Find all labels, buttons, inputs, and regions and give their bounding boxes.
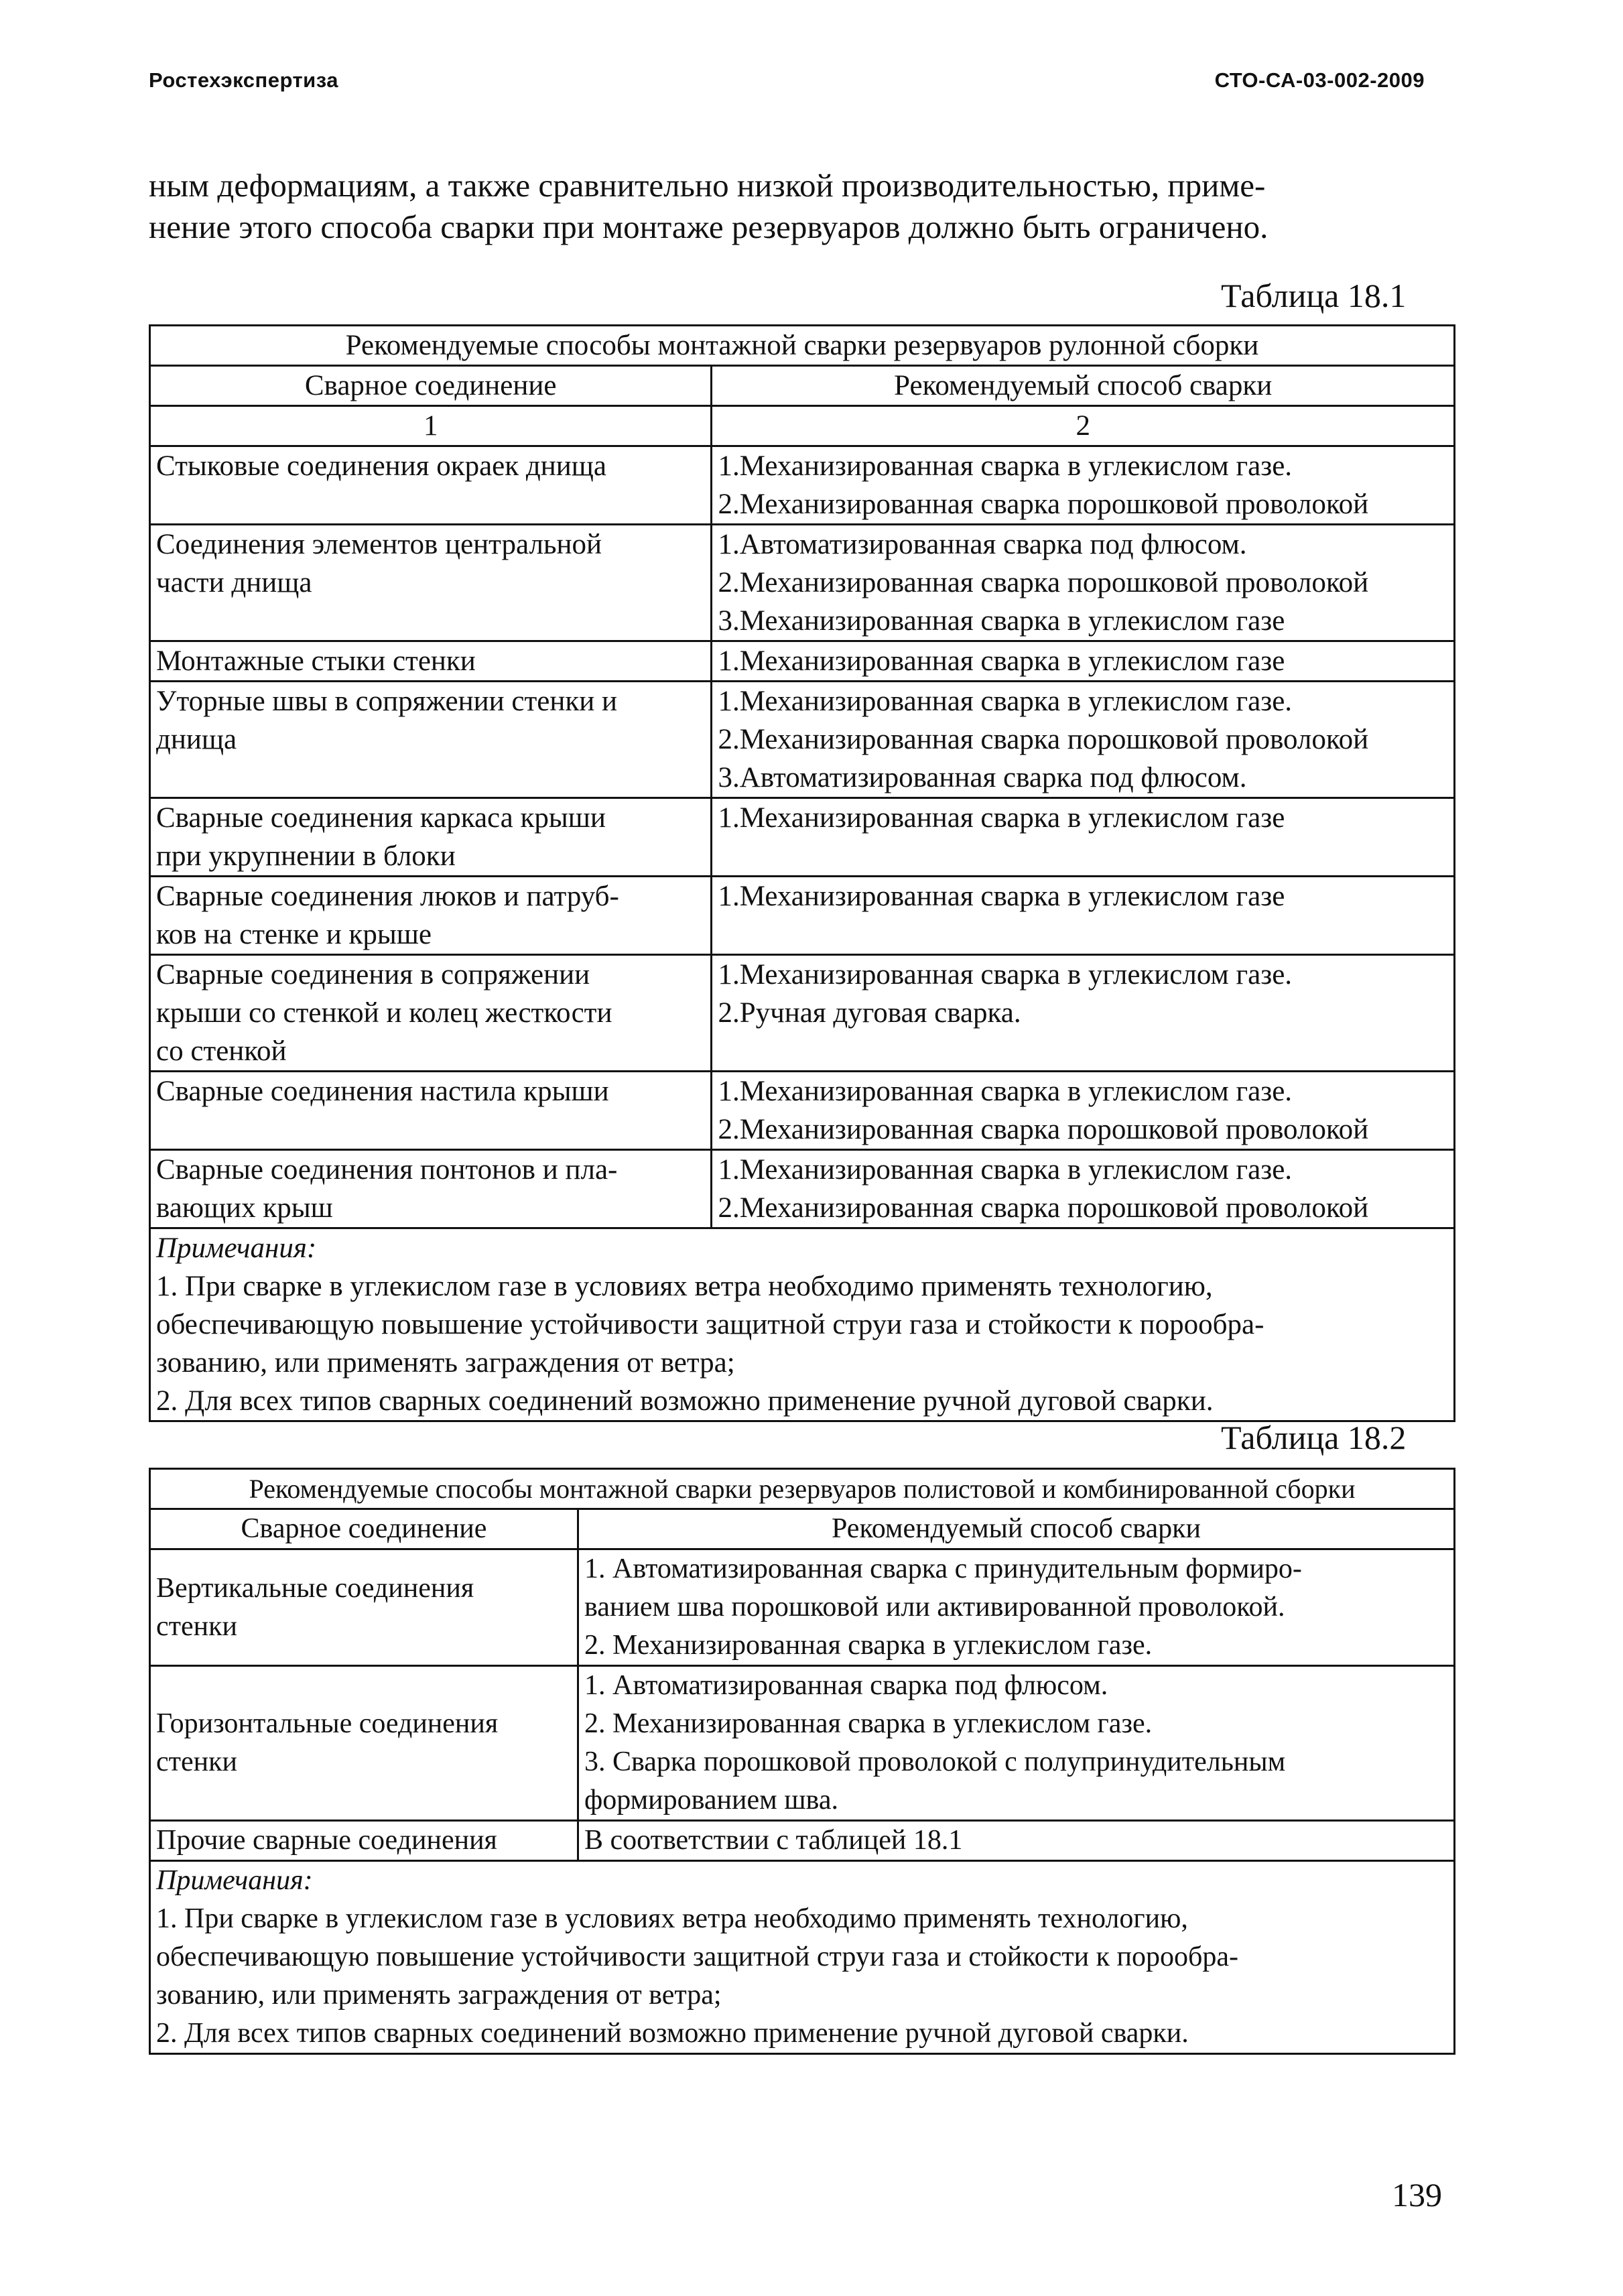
table-header-row — [150, 366, 1455, 406]
table-title: Рекомендуемые способы монтажной сварки резервуаров полистовой и комбинированной сборки — [150, 1469, 1455, 1509]
table-18-2 — [149, 1468, 1455, 2055]
method-cell — [712, 446, 1455, 525]
joint-line: ков на стенке и крыше — [156, 919, 432, 950]
header-code: СТО-СА-03-002-2009 — [1214, 68, 1425, 92]
joint-line: крыши со стенкой и колец жесткости — [156, 997, 612, 1029]
method-cell — [712, 798, 1455, 877]
joint-cell — [150, 798, 712, 877]
table-row — [150, 525, 1455, 641]
method-line: 3.Автоматизированная сварка под флюсом. — [718, 762, 1247, 793]
method-line: 1. Автоматизированная сварка под флюсом. — [584, 1670, 1108, 1701]
table-notes — [150, 1228, 1455, 1421]
method-line: 1.Механизированная сварка в углекислом газе. — [718, 959, 1293, 991]
joint-line: Прочие сварные соединения — [156, 1825, 497, 1856]
joint-line: днища — [156, 724, 237, 755]
method-line: 2.Механизированная сварка порошковой проволокой — [718, 1192, 1369, 1224]
method-cell — [712, 525, 1455, 641]
table-row — [150, 1072, 1455, 1150]
method-line: 3. Сварка порошковой проволокой с полупринудительным — [584, 1746, 1286, 1777]
method-line: 1.Механизированная сварка в углекислом газе — [718, 645, 1285, 677]
note-line: 1. При сварке в углекислом газе в условиях ветра необходимо применять технологию, — [156, 1903, 1188, 1934]
table-row — [150, 798, 1455, 877]
method-line: 1.Механизированная сварка в углекислом газе. — [718, 1076, 1293, 1107]
column-header: Рекомендуемый способ сварки — [578, 1509, 1454, 1549]
joint-cell — [150, 641, 712, 682]
table-body — [150, 446, 1455, 1228]
joint-line: Сварные соединения понтонов и пла- — [156, 1154, 618, 1186]
table-row — [150, 1666, 1455, 1821]
method-line: 2. Механизированная сварка в углекислом газе. — [584, 1708, 1153, 1739]
joint-line: вающих крыш — [156, 1192, 333, 1224]
joint-line: Сварные соединения в сопряжении — [156, 959, 590, 991]
method-cell — [712, 1150, 1455, 1228]
method-cell — [712, 641, 1455, 682]
table-title-row — [150, 326, 1455, 366]
joint-line: Соединения элементов центральной — [156, 529, 602, 560]
method-line: В соответствии с таблицей 18.1 — [584, 1825, 963, 1856]
joint-cell — [150, 1150, 712, 1228]
method-line: 2.Механизированная сварка порошковой проволокой — [718, 1114, 1369, 1145]
joint-cell — [150, 525, 712, 641]
joint-line: Монтажные стыки стенки — [156, 645, 476, 677]
joint-cell — [150, 877, 712, 955]
page-number: 139 — [1392, 2176, 1442, 2214]
method-cell — [712, 1072, 1455, 1150]
note-line: обеспечивающую повышение устойчивости защитной струи газа и стойкости к порообра- — [156, 1309, 1264, 1340]
table-row — [150, 641, 1455, 682]
note-line: зованию, или применять заграждения от ветра; — [156, 1980, 722, 2011]
notes-title: Примечания: — [156, 1865, 313, 1896]
column-header: Рекомендуемый способ сварки — [712, 366, 1455, 406]
joint-line: части днища — [156, 567, 312, 598]
note-line: 1. При сварке в углекислом газе в условиях ветра необходимо применять технологию, — [156, 1271, 1213, 1302]
joint-cell — [150, 1072, 712, 1150]
note-line: обеспечивающую повышение устойчивости защитной струи газа и стойкости к порообра- — [156, 1941, 1238, 1972]
table-notes-row — [150, 1228, 1455, 1421]
method-line: 1.Автоматизированная сварка под флюсом. — [718, 529, 1247, 560]
table-notes — [150, 1861, 1455, 2054]
table-title: Рекомендуемые способы монтажной сварки резервуаров рулонной сборки — [150, 326, 1455, 366]
intro-line: нение этого способа сварки при монтаже резервуаров должно быть ограничено. — [149, 208, 1269, 245]
method-line: 1. Автоматизированная сварка с принудительным формиро- — [584, 1553, 1302, 1584]
joint-cell — [150, 1549, 578, 1666]
method-line: формированием шва. — [584, 1785, 838, 1815]
method-line: 1.Механизированная сварка в углекислом газе — [718, 802, 1285, 834]
table-number-row — [150, 406, 1455, 446]
table-row — [150, 1821, 1455, 1861]
joint-line: со стенкой — [156, 1035, 287, 1067]
table-title-row — [150, 1469, 1455, 1509]
column-header: Сварное соединение — [150, 1509, 578, 1549]
table-row — [150, 682, 1455, 798]
method-line: 1.Механизированная сварка в углекислом газе. — [718, 450, 1293, 482]
table1-caption: Таблица 18.1 — [1221, 277, 1407, 314]
table-18-1 — [149, 324, 1455, 1422]
method-cell — [712, 682, 1455, 798]
column-header: Сварное соединение — [150, 366, 712, 406]
joint-line: стенки — [156, 1746, 237, 1777]
table-row — [150, 1150, 1455, 1228]
joint-line: Стыковые соединения окраек днища — [156, 450, 607, 482]
notes-title: Примечания: — [156, 1232, 317, 1264]
note-line: зованию, или применять заграждения от ветра; — [156, 1347, 735, 1379]
method-line: 2.Ручная дуговая сварка. — [718, 997, 1021, 1029]
table-row — [150, 1549, 1455, 1666]
method-cell — [712, 955, 1455, 1072]
method-line: 2.Механизированная сварка порошковой проволокой — [718, 724, 1369, 755]
joint-cell — [150, 1666, 578, 1821]
method-line: 1.Механизированная сварка в углекислом газе. — [718, 1154, 1293, 1186]
joint-line: Горизонтальные соединения — [156, 1708, 499, 1739]
column-number: 1 — [150, 406, 712, 446]
method-cell — [578, 1666, 1454, 1821]
intro-paragraph — [149, 165, 1442, 248]
joint-cell — [150, 446, 712, 525]
table-row — [150, 955, 1455, 1072]
method-line: 3.Механизированная сварка в углекислом газе — [718, 605, 1285, 637]
method-cell — [712, 877, 1455, 955]
joint-line: Сварные соединения люков и патруб- — [156, 881, 619, 912]
header-org: Ростехэкспертиза — [149, 68, 338, 92]
method-line: 1.Механизированная сварка в углекислом газе. — [718, 686, 1293, 717]
joint-line: Сварные соединения настила крыши — [156, 1076, 609, 1107]
intro-line: ным деформациям, а также сравнительно низкой производительностью, приме- — [149, 167, 1266, 204]
joint-line: Сварные соединения каркаса крыши — [156, 802, 606, 834]
table-header-row — [150, 1509, 1455, 1549]
joint-line: при укрупнении в блоки — [156, 840, 456, 872]
method-line: 1.Механизированная сварка в углекислом газе — [718, 881, 1285, 912]
method-line: 2.Механизированная сварка порошковой проволокой — [718, 489, 1369, 520]
joint-cell — [150, 1821, 578, 1861]
joint-line: стенки — [156, 1610, 237, 1642]
method-cell — [578, 1821, 1454, 1861]
joint-line: Уторные швы в сопряжении стенки и — [156, 686, 618, 717]
table-notes-row — [150, 1861, 1455, 2054]
table2-caption: Таблица 18.2 — [1221, 1419, 1407, 1456]
method-cell — [578, 1549, 1454, 1666]
table-row — [150, 877, 1455, 955]
column-number: 2 — [712, 406, 1455, 446]
joint-line: Вертикальные соединения — [156, 1572, 474, 1604]
table-body — [150, 1549, 1455, 1861]
note-line: 2. Для всех типов сварных соединений возможно применение ручной дуговой сварки. — [156, 2018, 1189, 2049]
method-line: ванием шва порошковой или активированной проволокой. — [584, 1592, 1285, 1622]
note-line: 2. Для всех типов сварных соединений возможно применение ручной дуговой сварки. — [156, 1385, 1214, 1417]
method-line: 2. Механизированная сварка в углекислом газе. — [584, 1630, 1153, 1661]
joint-cell — [150, 955, 712, 1072]
method-line: 2.Механизированная сварка порошковой проволокой — [718, 567, 1369, 598]
table-row — [150, 446, 1455, 525]
joint-cell — [150, 682, 712, 798]
